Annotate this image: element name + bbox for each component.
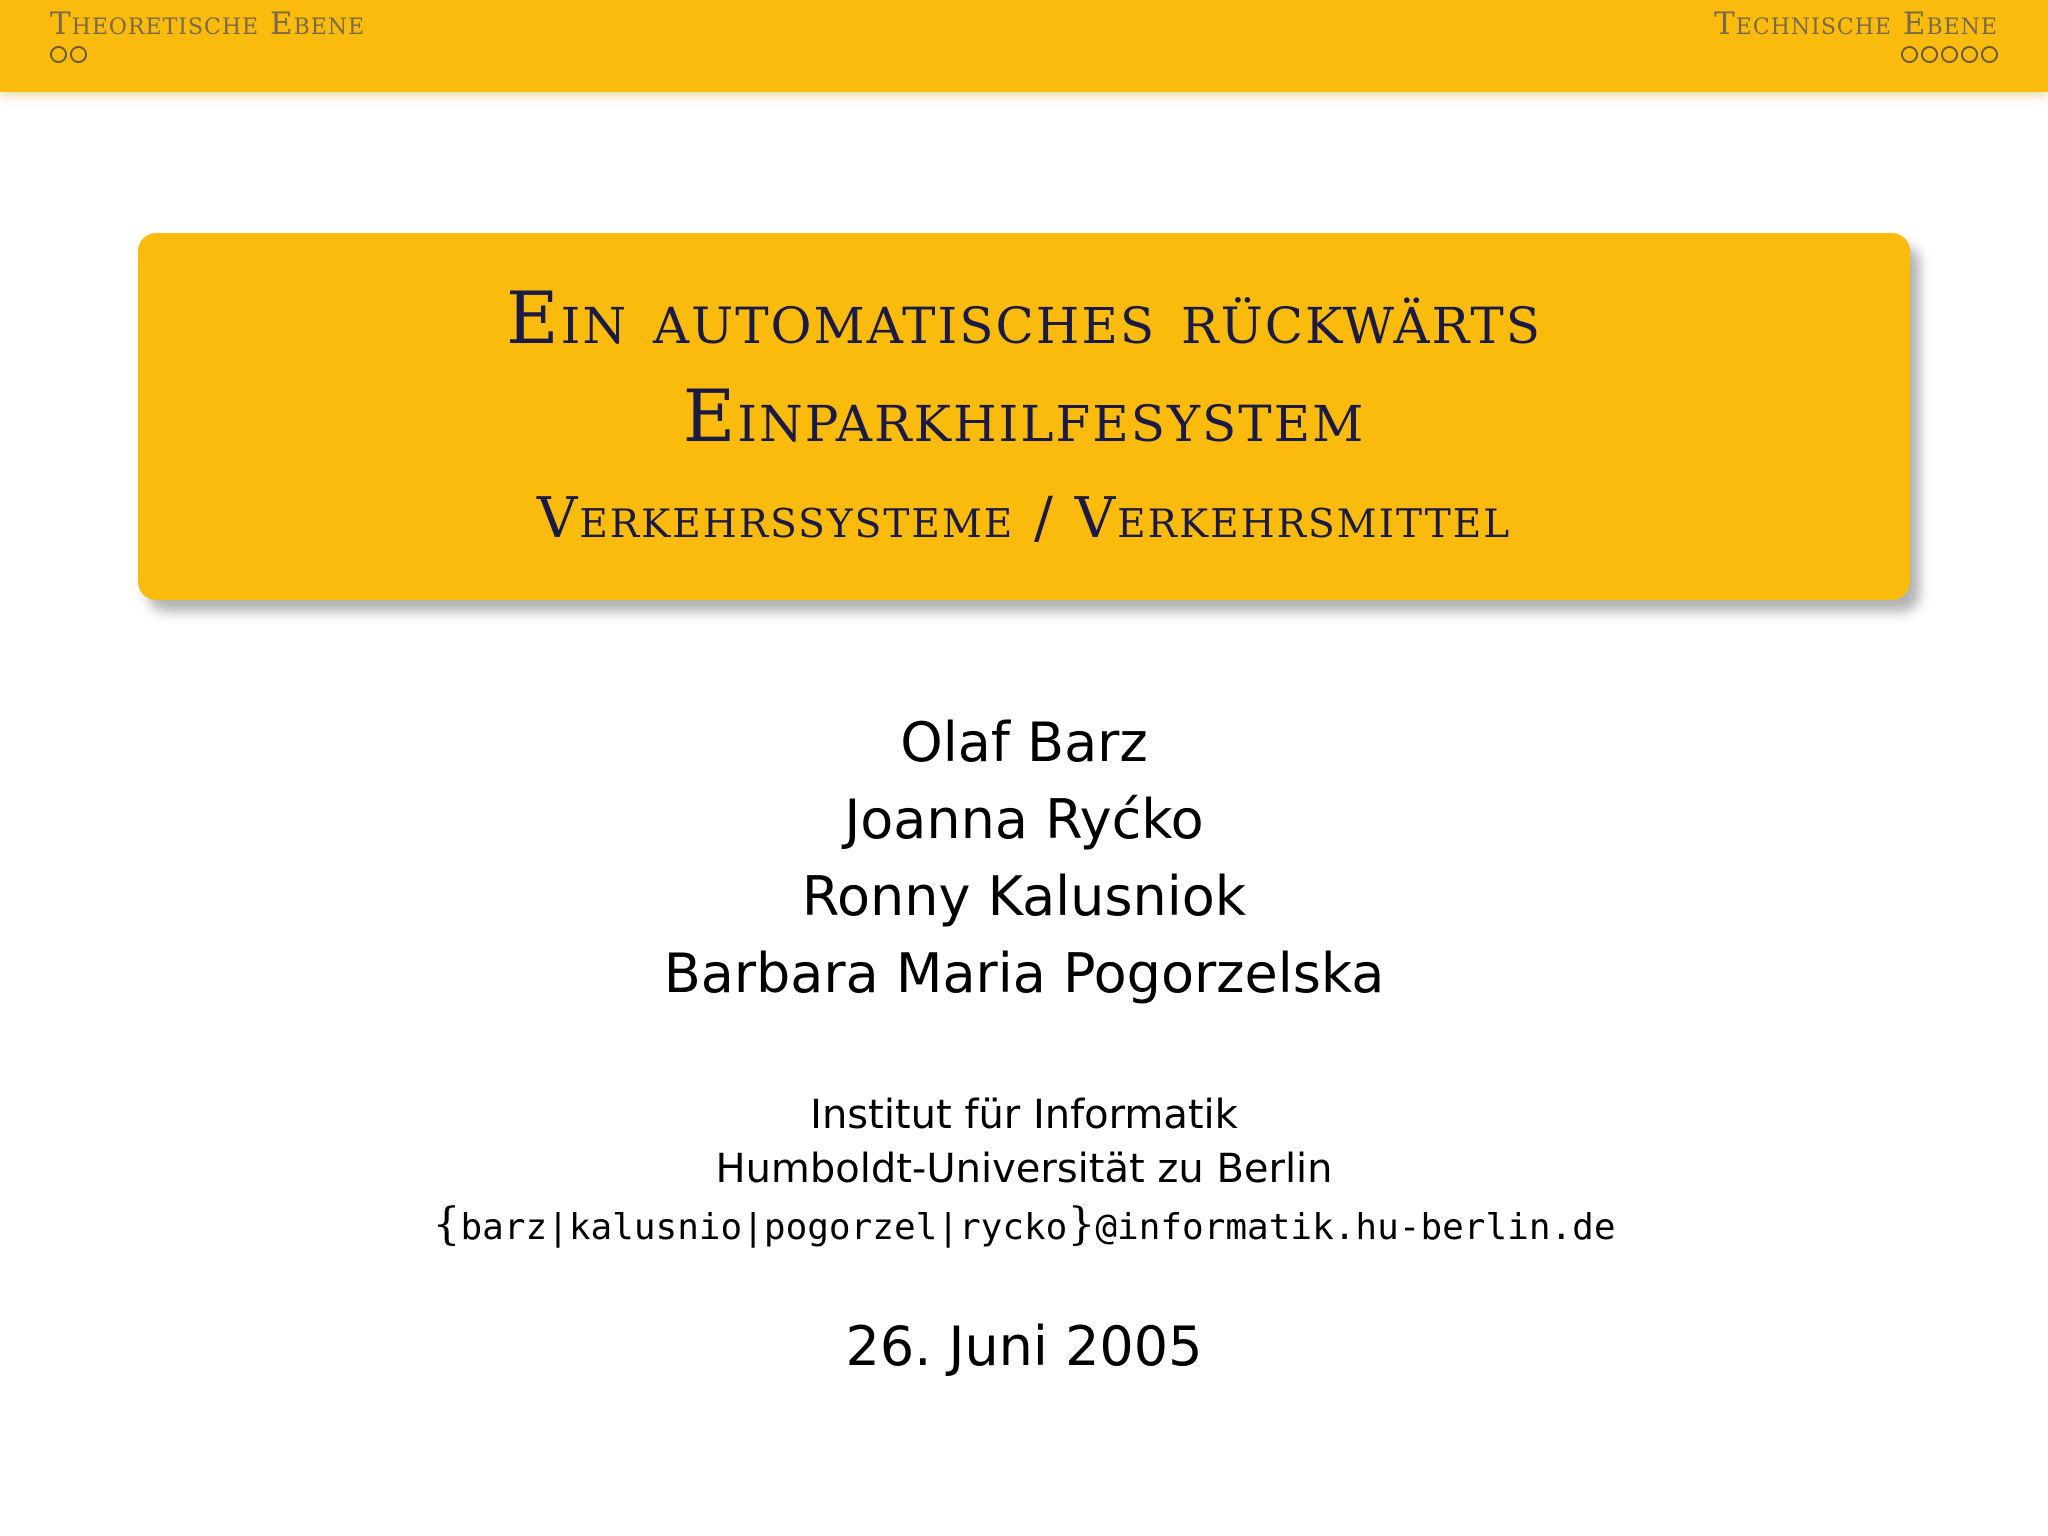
email-address xyxy=(0,1196,2048,1257)
university-name: Humboldt-Universität zu Berlin xyxy=(715,1146,1333,1192)
nav-section-title[interactable]: Technische Ebene xyxy=(1714,6,1998,42)
presentation-date: 26. Juni 2005 xyxy=(845,1315,1203,1378)
email-domain: @informatik.hu-berlin.de xyxy=(1095,1207,1616,1248)
presentation-title-line-1: Ein automatisches rückwärts xyxy=(506,276,1542,360)
email-brace-open: { xyxy=(432,1199,461,1250)
nav-frame-dot[interactable] xyxy=(1921,46,1938,63)
nav-section-technische-ebene[interactable] xyxy=(1714,4,1998,68)
nav-frame-dots xyxy=(50,46,365,68)
nav-section-theoretische-ebene[interactable] xyxy=(50,4,365,68)
nav-frame-dots xyxy=(1714,46,1998,68)
nav-frame-dot[interactable] xyxy=(1941,46,1958,63)
nav-frame-dot[interactable] xyxy=(1901,46,1918,63)
nav-frame-dot[interactable] xyxy=(70,46,87,63)
author-name: Joanna Ryćko xyxy=(844,788,1204,851)
email-brace-close: } xyxy=(1067,1199,1096,1250)
author-name: Olaf Barz xyxy=(900,711,1148,774)
title-block xyxy=(138,233,1910,600)
nav-frame-dot[interactable] xyxy=(1981,46,1998,63)
header-bar xyxy=(0,0,2048,92)
email-users: barz|kalusnio|pogorzel|rycko xyxy=(460,1207,1068,1248)
nav-frame-dot[interactable] xyxy=(50,46,67,63)
presentation-subtitle: Verkehrssysteme / Verkehrsmittel xyxy=(536,486,1512,551)
nav-frame-dot[interactable] xyxy=(1961,46,1978,63)
presentation-title-line-2: Einparkhilfesystem xyxy=(682,374,1366,458)
author-name: Ronny Kalusniok xyxy=(801,865,1247,928)
author-name: Barbara Maria Pogorzelska xyxy=(663,942,1385,1005)
nav-section-title[interactable]: Theoretische Ebene xyxy=(50,6,366,42)
author-list xyxy=(0,704,2048,1012)
institute-name: Institut für Informatik xyxy=(810,1092,1238,1138)
institute-block xyxy=(0,1088,2048,1257)
